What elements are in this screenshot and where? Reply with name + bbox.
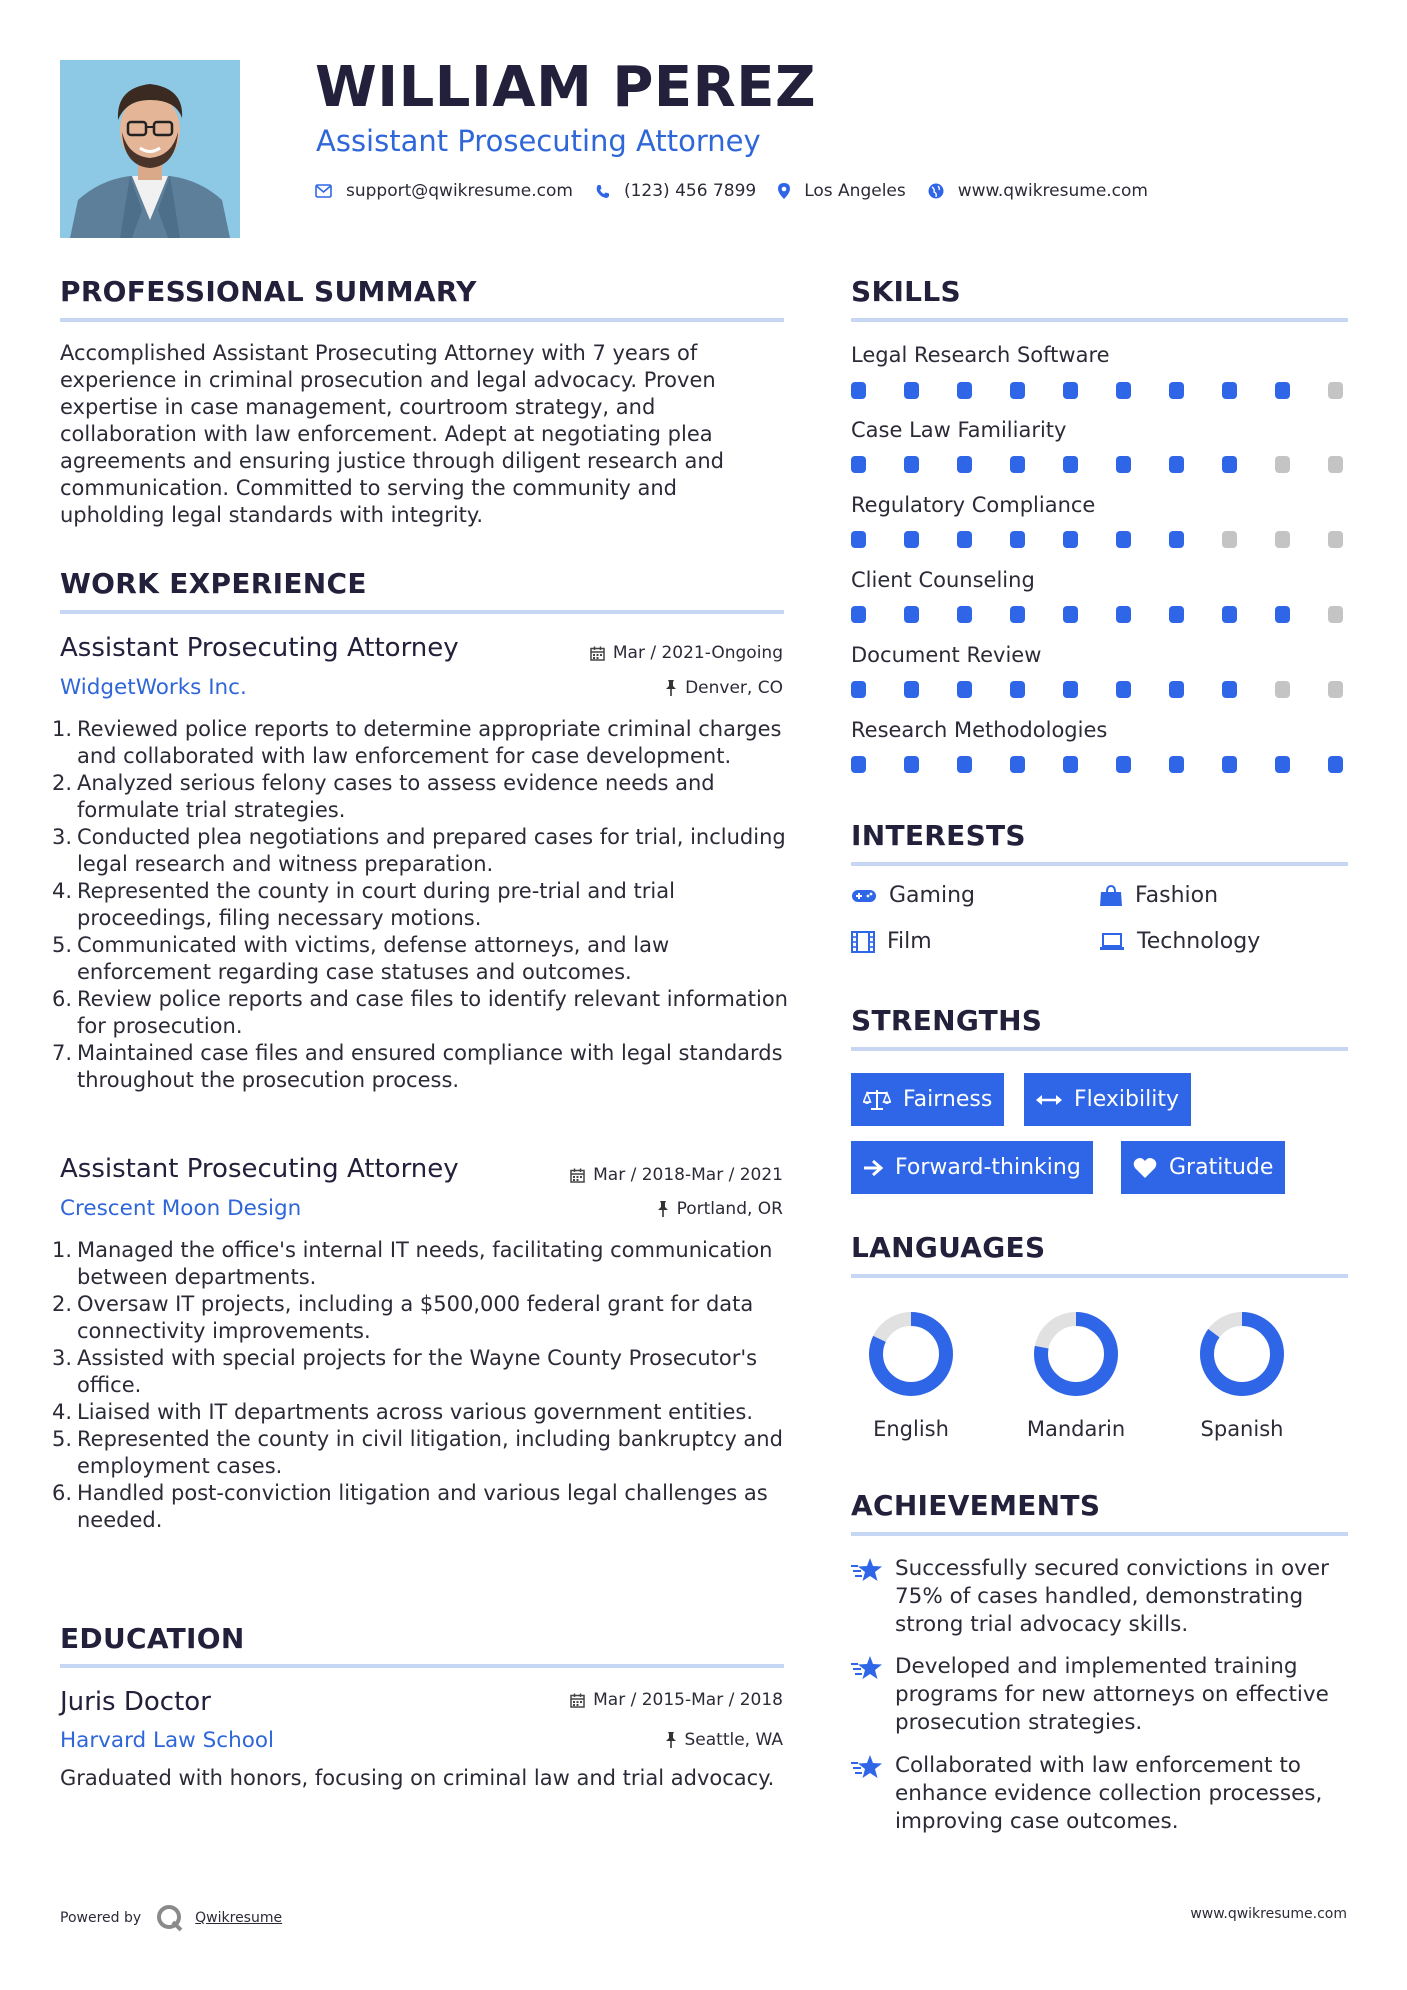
skill-label: Legal Research Software	[851, 343, 1110, 367]
list-item: 4. Represented the county in court during pre-trial and trial proceedings, filing necessary motions.	[52, 879, 675, 930]
skill-dot-filled	[851, 606, 866, 623]
skill-dot-empty	[1328, 456, 1343, 473]
skill-label: Regulatory Compliance	[851, 493, 1096, 517]
language-label: Spanish	[1200, 1417, 1284, 1441]
skill-dot-filled	[904, 606, 919, 623]
skill-label: Case Law Familiarity	[851, 418, 1067, 442]
achievement-item: Collaborated with law enforcement to enhance evidence collection processes, improving case outcomes.	[850, 1752, 1350, 1836]
job-dates-text: Mar / 2021-Ongoing	[612, 643, 783, 663]
skill-dot-filled	[1063, 456, 1078, 473]
contact-website-text: www.qwikresume.com	[957, 181, 1148, 201]
list-item: 3. Conducted plea negotiations and prepared cases for trial, including legal research and witness preparation.	[52, 825, 786, 876]
job-duties-list	[52, 1237, 792, 1534]
list-item: 7. Maintained case files and ensured compliance with legal standards throughout the prosecution process.	[52, 1041, 783, 1092]
skill-dot-filled	[1063, 382, 1078, 399]
language-rings	[851, 1300, 1351, 1410]
job-location	[657, 1199, 783, 1219]
skill-dot-filled	[1063, 681, 1078, 698]
shopping-bag-icon	[1099, 885, 1123, 907]
film-icon	[851, 931, 875, 953]
skill-rating	[851, 382, 1351, 400]
candidate-name: WILLIAM PEREZ	[315, 55, 817, 120]
globe-icon	[928, 183, 944, 199]
pushpin-icon	[657, 1201, 669, 1217]
list-item: 2. Analyzed serious felony cases to assess evidence needs and formulate trial strategies.	[52, 771, 715, 822]
job-location-text: Portland, OR	[676, 1199, 783, 1219]
degree-title: Juris Doctor	[60, 1687, 211, 1717]
contact-phone-text: (123) 456 7899	[623, 181, 757, 201]
skill-dot-filled	[1116, 531, 1131, 548]
skill-dot-empty	[1328, 531, 1343, 548]
job-location	[665, 678, 783, 698]
interests-rule	[851, 862, 1348, 866]
skill-dot-filled	[1116, 382, 1131, 399]
skill-dot-filled	[1169, 756, 1184, 773]
interest-item: Gaming	[851, 883, 975, 908]
job-title: Assistant Prosecuting Attorney	[60, 1154, 459, 1184]
job-company: Crescent Moon Design	[60, 1196, 302, 1221]
list-item: 5. Represented the county in civil litigation, including bankruptcy and employment cases.	[52, 1427, 783, 1478]
footer-powered-by	[60, 1904, 282, 1932]
calendar-icon	[590, 646, 605, 661]
skill-dot-empty	[1275, 531, 1290, 548]
envelope-icon	[315, 184, 332, 198]
skill-dot-filled	[1222, 756, 1237, 773]
interest-item: Fashion	[1099, 883, 1218, 908]
skill-dot-filled	[851, 382, 866, 399]
job-location-text: Denver, CO	[685, 678, 783, 698]
pushpin-icon	[665, 680, 677, 696]
skill-rating	[851, 681, 1351, 699]
skill-rating	[851, 456, 1351, 474]
education-dates-text: Mar / 2015-Mar / 2018	[593, 1690, 783, 1710]
star-icon	[850, 1655, 884, 1681]
skill-dot-filled	[957, 531, 972, 548]
skill-dot-filled	[1169, 606, 1184, 623]
skill-dot-filled	[957, 756, 972, 773]
list-item: 1. Managed the office's internal IT needs, facilitating communication between departments.	[52, 1238, 773, 1289]
pushpin-icon	[665, 1732, 677, 1748]
skill-dot-filled	[1063, 606, 1078, 623]
skill-dot-filled	[1010, 456, 1025, 473]
skill-dot-filled	[1169, 456, 1184, 473]
skill-dot-empty	[1222, 531, 1237, 548]
skill-dot-filled	[1222, 606, 1237, 623]
skill-dot-filled	[1328, 756, 1343, 773]
education-description: Graduated with honors, focusing on criminal law and trial advocacy.	[60, 1766, 775, 1790]
skill-dot-filled	[1275, 382, 1290, 399]
skill-dot-filled	[1275, 756, 1290, 773]
skill-label: Research Methodologies	[851, 718, 1108, 742]
language-label: Mandarin	[1026, 1417, 1126, 1441]
skill-dot-filled	[1116, 606, 1131, 623]
strength-badge: Gratitude	[1121, 1141, 1285, 1194]
job-duties-list	[52, 716, 792, 1094]
education-heading: EDUCATION	[60, 1622, 245, 1655]
skill-dot-filled	[1010, 382, 1025, 399]
skill-dot-filled	[1116, 456, 1131, 473]
interests-heading: INTERESTS	[851, 819, 1026, 852]
skill-dot-filled	[957, 456, 972, 473]
skill-dot-empty	[1328, 681, 1343, 698]
achievements-rule	[851, 1532, 1348, 1536]
achievement-item: Successfully secured convictions in over 75% of cases handled, demonstrating strong trial advocacy skills.	[850, 1555, 1350, 1639]
skill-rating	[851, 531, 1351, 549]
calendar-icon	[570, 1693, 585, 1708]
skills-rule	[851, 318, 1348, 322]
skill-dot-filled	[904, 382, 919, 399]
arrows-horizontal-icon	[1036, 1093, 1062, 1107]
skill-dot-filled	[1063, 756, 1078, 773]
job-title: Assistant Prosecuting Attorney	[60, 633, 459, 663]
skill-dot-filled	[904, 681, 919, 698]
balance-scale-icon	[863, 1089, 891, 1111]
star-icon	[850, 1754, 884, 1780]
skill-dot-filled	[1010, 681, 1025, 698]
list-item: 2. Oversaw IT projects, including a $500,000 federal grant for data connectivity improvements.	[52, 1292, 754, 1343]
skill-dot-filled	[1222, 681, 1237, 698]
footer-brand-link[interactable]: Qwikresume	[195, 1910, 283, 1926]
arrow-right-icon	[863, 1159, 883, 1177]
map-marker-icon	[778, 183, 790, 199]
list-item: 3. Assisted with special projects for the Wayne County Prosecutor's office.	[52, 1346, 758, 1397]
list-item: 5. Communicated with victims, defense attorneys, and law enforcement regarding case statuses and outcomes.	[52, 933, 670, 984]
education-location	[665, 1730, 784, 1750]
experience-rule	[60, 610, 784, 614]
education-dates	[570, 1690, 783, 1710]
achievement-item: Developed and implemented training programs for new attorneys on effective prosecution strategies.	[850, 1653, 1350, 1737]
list-item: 6. Review police reports and case files to identify relevant information for prosecution.	[52, 987, 788, 1038]
interest-item: Film	[851, 929, 932, 954]
achievements-heading: ACHIEVEMENTS	[851, 1489, 1101, 1522]
skill-dot-filled	[904, 531, 919, 548]
skill-dot-filled	[851, 456, 866, 473]
strength-badge: Forward-thinking	[851, 1141, 1093, 1194]
qwikresume-logo-icon	[155, 1904, 185, 1932]
skill-dot-empty	[1328, 382, 1343, 399]
skill-dot-filled	[904, 456, 919, 473]
list-item: 4. Liaised with IT departments across various government entities.	[52, 1400, 754, 1424]
interest-item: Technology	[1099, 929, 1260, 954]
skill-rating	[851, 606, 1351, 624]
skill-dot-filled	[957, 681, 972, 698]
skill-rating	[851, 756, 1351, 774]
education-location-text: Seattle, WA	[684, 1730, 783, 1750]
skill-dot-filled	[1169, 382, 1184, 399]
profile-photo	[60, 60, 240, 238]
skill-dot-filled	[957, 382, 972, 399]
experience-heading: WORK EXPERIENCE	[60, 567, 367, 600]
footer-website[interactable]: www.qwikresume.com	[1190, 1906, 1347, 1922]
skill-dot-filled	[1169, 531, 1184, 548]
strength-badge: Fairness	[851, 1073, 1004, 1126]
skill-dot-filled	[1010, 531, 1025, 548]
skill-label: Client Counseling	[851, 568, 1035, 592]
job-dates	[590, 643, 783, 663]
school-name: Harvard Law School	[60, 1728, 274, 1753]
summary-heading: PROFESSIONAL SUMMARY	[60, 275, 477, 308]
skill-label: Document Review	[851, 643, 1042, 667]
skill-dot-filled	[1222, 382, 1237, 399]
skill-dot-filled	[1275, 606, 1290, 623]
skill-dot-empty	[1275, 456, 1290, 473]
skill-dot-filled	[957, 606, 972, 623]
skill-dot-filled	[1010, 756, 1025, 773]
strengths-rule	[851, 1047, 1348, 1051]
strengths-heading: STRENGTHS	[851, 1004, 1043, 1037]
skill-dot-filled	[851, 531, 866, 548]
skill-dot-filled	[1116, 756, 1131, 773]
job-dates	[570, 1165, 783, 1185]
candidate-role: Assistant Prosecuting Attorney	[316, 124, 761, 158]
languages-heading: LANGUAGES	[851, 1231, 1046, 1264]
skill-dot-empty	[1328, 606, 1343, 623]
list-item: 6. Handled post-conviction litigation and various legal challenges as needed.	[52, 1481, 768, 1532]
job-company: WidgetWorks Inc.	[60, 675, 247, 700]
powered-by-text: Powered by	[60, 1910, 142, 1926]
contact-location	[778, 181, 906, 201]
skill-dot-filled	[851, 681, 866, 698]
contact-bar	[315, 181, 1170, 201]
contact-email[interactable]	[315, 181, 573, 201]
skill-dot-filled	[1169, 681, 1184, 698]
heart-icon	[1133, 1157, 1157, 1179]
phone-icon	[595, 184, 610, 199]
job-dates-text: Mar / 2018-Mar / 2021	[593, 1165, 783, 1185]
skill-dot-filled	[1222, 456, 1237, 473]
contact-website[interactable]	[928, 181, 1148, 201]
skill-dot-filled	[904, 756, 919, 773]
contact-email-text: support@qwikresume.com	[346, 181, 573, 201]
summary-text: Accomplished Assistant Prosecuting Attorney with 7 years of experience in criminal prosecution and legal advocacy. Proven expertise in case management, courtroom strategy, and collaboration with law enforcement. Adept at negotiating plea agreements and ensuring justice through diligent research and communication. Committed to serving the community and upholding legal standards with integrity.	[60, 341, 725, 527]
skills-heading: SKILLS	[851, 275, 961, 308]
laptop-icon	[1099, 933, 1125, 951]
skill-dot-empty	[1275, 681, 1290, 698]
skill-dot-filled	[1063, 531, 1078, 548]
contact-phone[interactable]	[595, 181, 756, 201]
summary-rule	[60, 318, 784, 322]
education-rule	[60, 1664, 784, 1668]
skill-dot-filled	[1010, 606, 1025, 623]
calendar-icon	[570, 1168, 585, 1183]
star-icon	[850, 1557, 884, 1583]
list-item: 1. Reviewed police reports to determine appropriate criminal charges and collaborated with law enforcement for case development.	[52, 717, 782, 768]
strength-badge: Flexibility	[1024, 1073, 1191, 1126]
languages-rule	[851, 1274, 1348, 1278]
contact-location-text: Los Angeles	[804, 181, 906, 201]
language-label: English	[873, 1417, 949, 1441]
skill-dot-filled	[1116, 681, 1131, 698]
skill-dot-filled	[851, 756, 866, 773]
gamepad-icon	[851, 888, 877, 904]
